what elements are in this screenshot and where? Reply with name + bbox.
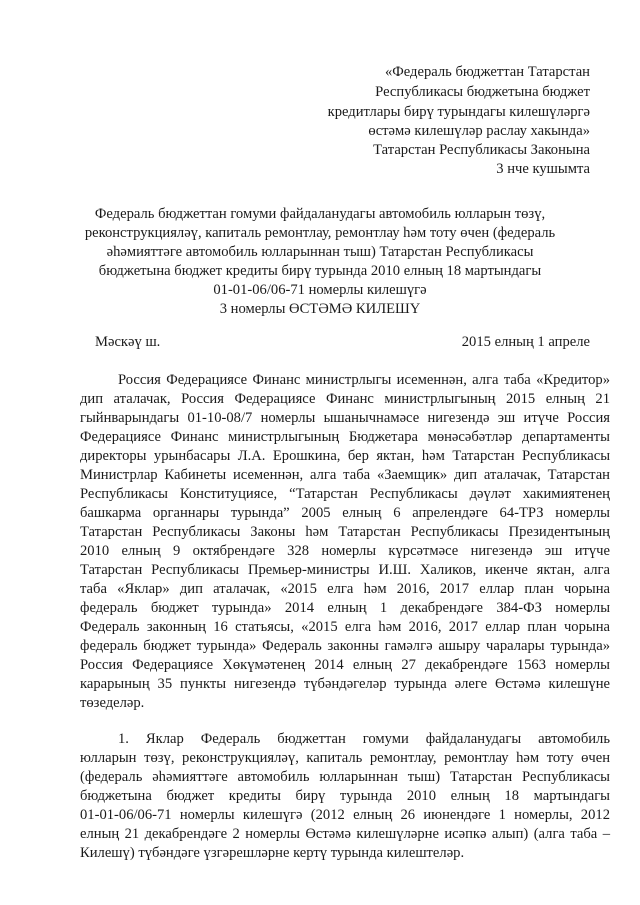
paragraph-line: Россия Федерациясе Хөкүмәтенең 2014 елның 27 декабрендәге 1563 номерлы (80, 657, 610, 673)
paragraph-line: елның 21 декабрендәге 2 номерлы Өстәмә килешүләрне исәпкә алып) (алга таба – (80, 826, 610, 842)
header-note-line: Республикасы бюджетына бюджет (375, 84, 590, 100)
paragraph-line: бюджетына бюджет кредиты бирү турында 2010 елның 18 мартындагы (80, 788, 610, 804)
paragraph-line: гыйнварындагы 01-10-08/7 номерлы ышанычнамәсе нигезендә эш итүче Россия (80, 410, 610, 426)
title-line: әһәмияттәге автомобиль юлларыннан тыш) Татарстан Республикасы (106, 244, 534, 260)
title-line: реконструкцияләү, капиталь ремонтлау, ремонтлау һәм тоту өчен (федераль (84, 225, 556, 241)
header-note-line: өстәмә килешүләр раслау хакында» (368, 123, 590, 139)
paragraph-line: Килешү) түбәндәге үзгәрешләрне кертү турында килештеләр. (80, 845, 465, 861)
paragraph-line: Татарстан Республикасы Премьер-министры И.Ш. Халиков, икенче яктан, алга (80, 562, 610, 578)
paragraph-line: төзеделәр. (80, 695, 145, 711)
paragraph-line: дип аталачак, Россия Федерациясе Финанс министрлыгының 2015 елның 21 (80, 391, 610, 407)
date: 2015 елның 1 апреле (461, 334, 590, 350)
paragraph-line: 1. Яклар Федераль бюджеттан гомуми файдаланудагы автомобиль (118, 731, 610, 747)
paragraph-line: федераль бюджет турында» 2014 елның 1 декабрендәге 384-ФЗ номерлы (80, 600, 610, 616)
paragraph-line: карарының 35 пункты нигезендә түбәндәгеләр турында әлеге Өстәмә килешүне (80, 676, 610, 692)
title-line: 3 номерлы ӨСТӘМӘ КИЛЕШҮ (219, 301, 421, 317)
title-line: Федераль бюджеттан гомуми файдаланудагы автомобиль юлларын төзү, (94, 206, 546, 222)
paragraph-line: Татарстан Республикасы Законы һәм Татарстан Республикасы Президентының (80, 524, 610, 540)
header-note-line: кредитлары бирү турындагы килешүләргә (327, 104, 590, 120)
header-note-line: 3 нче кушымта (496, 161, 590, 177)
paragraph-line: 01-01-06/06-71 номерлы килешүгә (2012 елның 26 июнендәге 1 номерлы, 2012 (80, 807, 610, 823)
title-line: бюджетына бюджет кредиты бирү турында 2010 елның 18 мартындагы (98, 263, 542, 279)
paragraph-line: башкарма органнары турында” 2005 елның 6 апрелендәге 64-ТРЗ номерлы (80, 505, 610, 521)
paragraph-line: Федерациясе Финанс министрлыгының Бюджетара мөнәсәбәтләр департаменты (80, 429, 610, 445)
paragraph-line: Россия Федерациясе Финанс министрлыгы исеменнән, алга таба «Кредитор» (118, 372, 610, 388)
paragraph-line: Республикасы Конституциясе, “Татарстан Республикасы дәүләт хакимиятенең (80, 486, 610, 502)
paragraph-line: директоры урынбасары Л.А. Ерошкина, бер яктан, һәм Татарстан Республикасы (80, 448, 610, 464)
paragraph-line: Министрлар Кабинеты исеменнән, алга таба «Заемщик» дип аталачак, Татарстан (80, 467, 610, 483)
paragraph-line: федераль бюджет турында» Федераль законны гамәлгә ашыру чаралары турында» (80, 638, 610, 654)
paragraph-line: юлларын төзү, реконструкцияләү, капиталь ремонтлау, ремонтлау һәм тоту өчен (80, 750, 610, 766)
place: Мәскәү ш. (95, 334, 161, 350)
paragraph-line: таба «Яклар» дип аталачак, «2015 елга һәм 2016, 2017 еллар план чорына (80, 581, 610, 597)
paragraph-line: (федераль әһәмияттәге автомобиль юлларыннан тыш) Татарстан Республикасы (80, 769, 610, 785)
header-note-line: «Федераль бюджеттан Татарстан (384, 64, 590, 80)
paragraph-line: Федераль законның 16 статьясы, «2015 елга һәм 2016, 2017 еллар план чорына (80, 619, 610, 635)
title-line: 01-01-06/06-71 номерлы килешүгә (213, 282, 427, 298)
paragraph-line: 2010 елның 9 октябрендәге 328 номерлы күрсәтмәсе нигезендә эш итүче (80, 543, 610, 559)
header-note-line: Татарстан Республикасы Законына (373, 142, 590, 158)
